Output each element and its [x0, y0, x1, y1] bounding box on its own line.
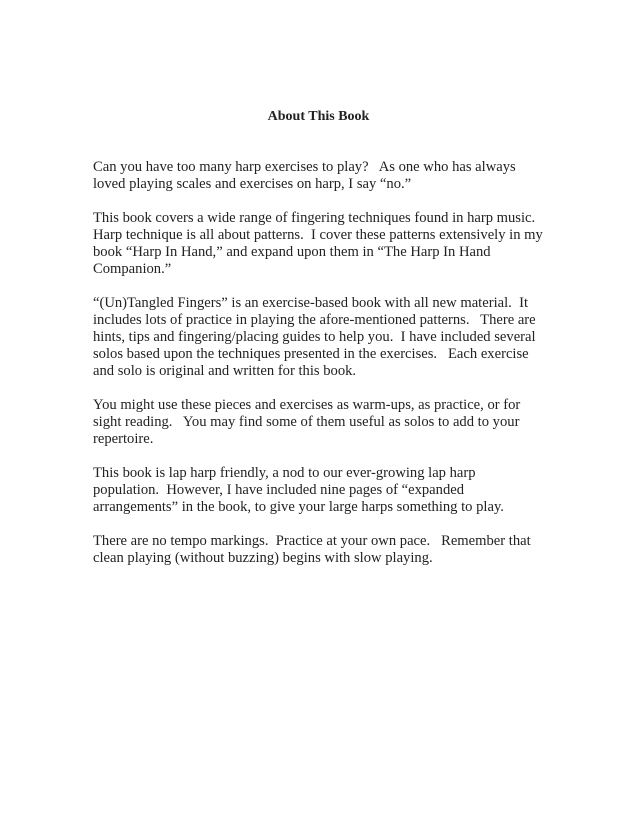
paragraph: [93, 159, 563, 193]
text-line: loved playing scales and exercises on harp, I say “no.”: [93, 176, 412, 192]
page-title: About This Book: [267, 109, 370, 124]
paragraph: [93, 210, 563, 278]
text-line: book “Harp In Hand,” and expand upon them in “The Harp In Hand: [93, 244, 491, 260]
text-line: sight reading. You may find some of them useful as solos to add to your: [93, 414, 520, 430]
text-line: and solo is original and written for this book.: [93, 363, 357, 379]
text-line: There are no tempo markings. Practice at your own pace. Remember that: [93, 533, 531, 549]
paragraph: [93, 295, 563, 380]
text-line: repertoire.: [93, 431, 154, 447]
text-line: arrangements” in the book, to give your large harps something to play.: [93, 499, 504, 515]
text-line: clean playing (without buzzing) begins with slow playing.: [93, 550, 433, 566]
text-line: population. However, I have included nine pages of “expanded: [93, 482, 465, 498]
text-line: This book is lap harp friendly, a nod to our ever-growing lap harp: [93, 465, 476, 481]
paragraph: [93, 465, 563, 516]
text-line: You might use these pieces and exercises as warm-ups, as practice, or for: [93, 397, 521, 413]
paragraph: [93, 533, 563, 567]
paragraph: [93, 397, 563, 448]
text-line: Harp technique is all about patterns. I cover these patterns extensively in my: [93, 227, 543, 243]
text-line: Companion.”: [93, 261, 172, 277]
body-text: [93, 159, 563, 584]
text-line: hints, tips and fingering/placing guides to help you. I have included several: [93, 329, 536, 345]
text-line: Can you have too many harp exercises to play? As one who has always: [93, 159, 516, 175]
text-line: “(Un)Tangled Fingers” is an exercise-based book with all new material. It: [93, 295, 529, 311]
text-line: This book covers a wide range of fingering techniques found in harp music.: [93, 210, 536, 226]
text-line: includes lots of practice in playing the afore-mentioned patterns. There are: [93, 312, 536, 328]
text-line: solos based upon the techniques presented in the exercises. Each exercise: [93, 346, 529, 362]
